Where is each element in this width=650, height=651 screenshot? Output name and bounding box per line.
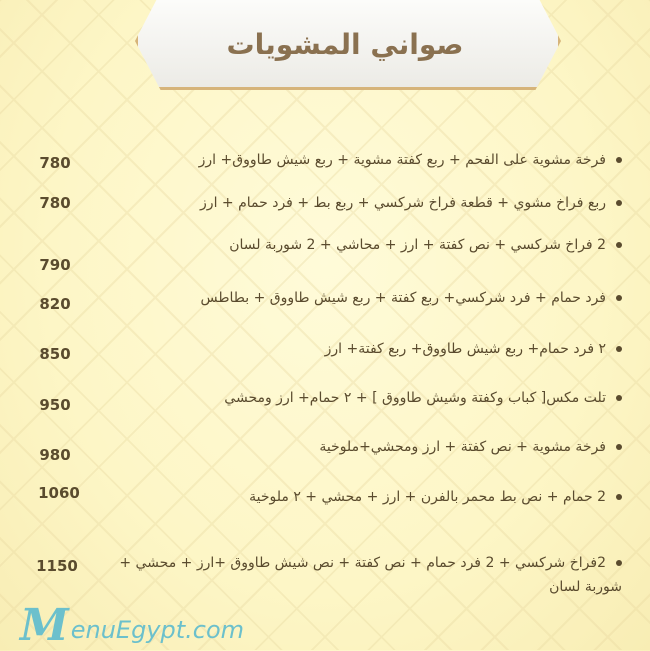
item-text: 2 فراخ شركسي + نص كفتة + ارز + محاشي + 2 شوربة لسان (229, 237, 606, 253)
menu-item (200, 286, 622, 310)
page-title: صواني المشويات (226, 28, 464, 61)
menu-item (319, 435, 622, 459)
item-price: 780 (39, 154, 71, 172)
item-text: 2فراخ شركسي + 2 فرد حمام + نص كفتة + نص شيش طاووق +ارز + محشي + شوربة لسان (119, 555, 622, 595)
bullet-icon (616, 242, 622, 248)
bullet-icon (616, 200, 622, 206)
bullet-icon (616, 444, 622, 450)
menu-item (325, 337, 622, 361)
item-price: 780 (39, 194, 71, 212)
menu-item (102, 551, 622, 599)
item-text: 2 حمام + نص بط محمر بالفرن + ارز + محشي + ٢ ملوخية (249, 489, 606, 505)
menu-item (200, 191, 622, 215)
menu-item (199, 148, 622, 172)
item-price: 950 (39, 396, 71, 414)
menu-item (229, 233, 622, 257)
bullet-icon (616, 395, 622, 401)
bullet-icon (616, 157, 622, 163)
item-price: 1150 (36, 557, 78, 575)
item-text: فرخة مشوية على الفحم + ربع كفتة مشوية + ربع شيش طاووق+ ارز (198, 152, 606, 168)
bullet-icon (616, 346, 622, 352)
watermark-text: enuEgypt.com (70, 616, 245, 644)
bullet-icon (616, 295, 622, 301)
item-text: ٢ فرد حمام+ ربع شيش طاووق+ ربع كفتة+ ارز (324, 341, 606, 357)
menu-item (249, 485, 622, 509)
menu-item (224, 386, 622, 410)
item-text: ربع فراخ مشوي + قطعة فراخ شركسي + ربع بط + فرد حمام + ارز (200, 195, 606, 211)
bullet-icon (616, 560, 622, 566)
item-text: فرد حمام + فرد شركسي+ ربع كفتة + ربع شيش طاووق + بطاطس (200, 290, 606, 306)
bullet-icon (616, 494, 622, 500)
item-price: 980 (39, 446, 71, 464)
item-price: 850 (39, 345, 71, 363)
watermark-m-glyph: M (20, 600, 69, 651)
item-text: تلت مكس[ كباب وكفتة وشيش طاووق ] + ٢ حمام+ ارز ومحشي (224, 390, 606, 406)
item-text: فرخة مشوية + نص كفتة + ارز ومحشي+ملوخية (319, 439, 606, 455)
item-price: 820 (39, 295, 71, 313)
item-price: 790 (39, 256, 71, 274)
item-price: 1060 (38, 484, 80, 502)
